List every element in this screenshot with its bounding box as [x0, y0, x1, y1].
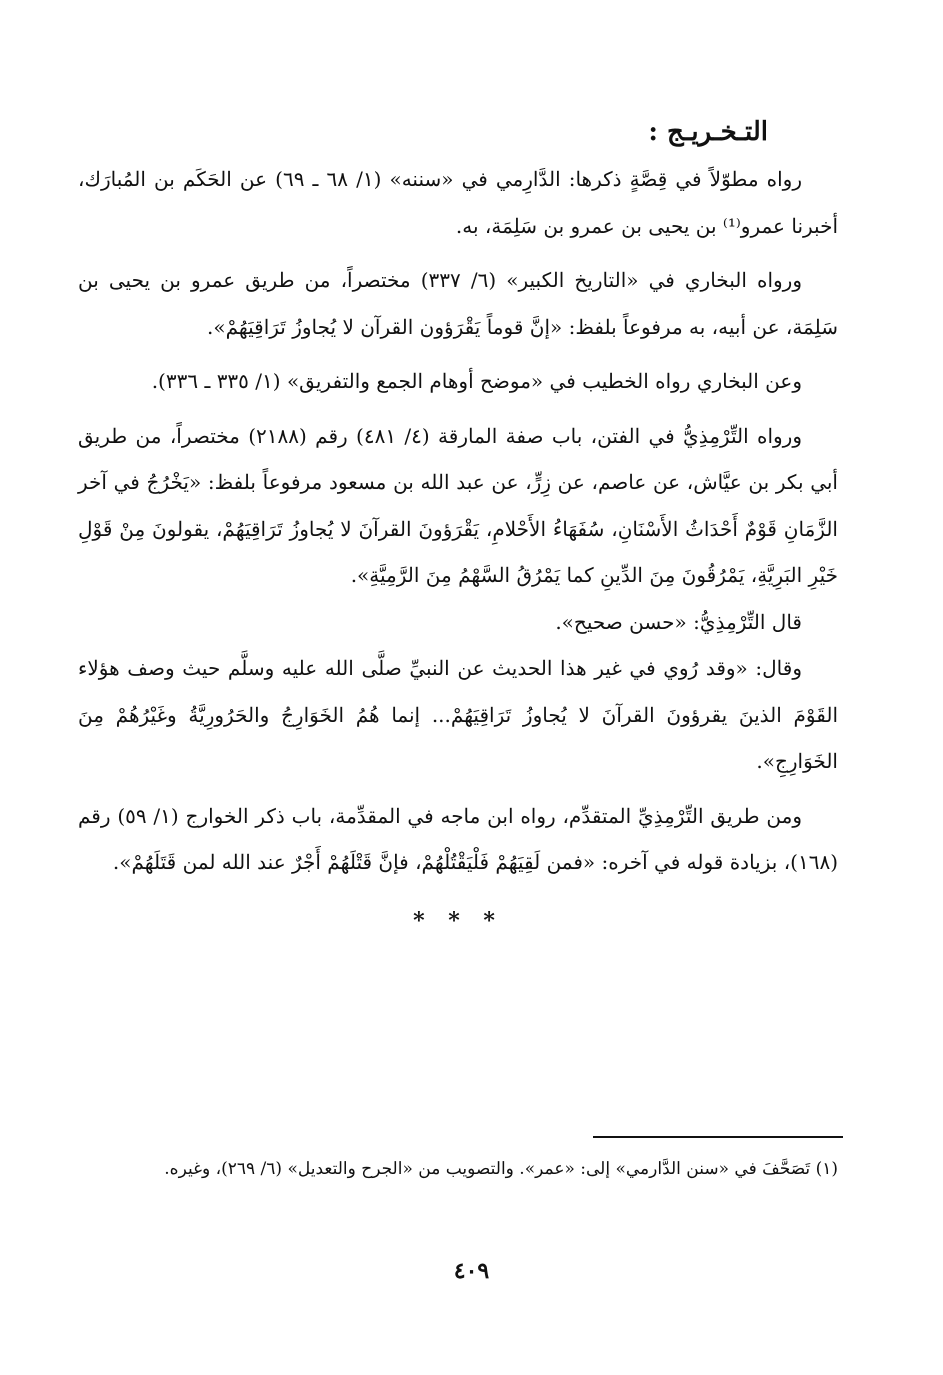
footnote-divider [593, 1136, 843, 1138]
footnote: (١) تَصَحَّفَ في «سنن الدَّارمي» إلى: «عمر». والتصويب من «الجرح والتعديل» (٦/ ٢٦٩)، وغيره. [164, 1159, 838, 1179]
paragraph-tirmidhi-grading: قال التِّرْمِذِيُّ: «حسن صحيح». [555, 609, 802, 634]
paragraph-darimi: رواه مطوّلاً في قِصَّةٍ ذكرها: الدَّارِمي في «سننه» (١/ ٦٨ ـ ٦٩) عن الحَكَم بن المُبارَك، أخبرنا عمرو⁽¹⁾ بن يحيى بن عمرو بن سَلِمَة، به. [78, 167, 838, 238]
page-body [78, 108, 838, 954]
paragraph-tirmidhi-comment: وقال: «وقد رُوي في غير هذا الحديث عن النبيِّ صلَّى الله عليه وسلَّم حيث وصف هؤلاء القَوْمَ الذينَ يقرؤونَ القرآنَ لا يُجاوزُ تَرَاقِيَهُمْ... إنما هُمُ الخَوَارِجُ والحَرُورِيَّةُ وغَيْرُهُمْ مِنَ الخَوَارِجِ». [78, 656, 838, 773]
paragraph-bukhari: ورواه البخاري في «التاريخ الكبير» (٦/ ٣٣٧) مختصراً، من طريق عمرو بن يحيى بن سَلِمَة، عن أبيه، به مرفوعاً بلفظ: «إنَّ قوماً يَقْرَؤون القرآن لا يُجاوزُ تَرَاقِيَهُمْ». [78, 268, 838, 339]
page-number: ٤٠٩ [453, 1258, 490, 1284]
paragraph-ibn-majah: ومن طريق التِّرْمِذِيِّ المتقدِّم، رواه ابن ماجه في المقدِّمة، باب ذكر الخوارج (١/ ٥٩) رقم (١٦٨)، بزيادة قوله في آخره: «فمن لَقِيَهُمْ فَلْيَقْتُلْهُمْ، فإنَّ قَتْلَهُمْ أَجْرٌ عند الله لمن قَتَلَهُمْ». [78, 803, 838, 874]
paragraph-tirmidhi: ورواه التِّرْمِذِيُّ في الفتن، باب صفة المارقة (٤/ ٤٨١) رقم (٢١٨٨) مختصراً، من طريق أبي بكر بن عيَّاش، عن عاصم، عن زِرٍّ، عن عبد الله بن مسعود مرفوعاً بلفظ: «يَخْرُجُ في آخر الزَّمَانِ قَوْمٌ أَحْدَاثُ الأَسْنَانِ، سُفَهَاءُ الأَحْلامِ، يَقْرَؤونَ القرآنَ لا يُجاوزُ تَرَاقِيَهُمْ، يقولونَ مِنْ قَوْلِ خَيْرِ البَرِيَّةِ، يَمْرُقُونَ مِنَ الدِّينِ كما يَمْرُقُ السَّهْمُ مِنَ الرَّمِيَّةِ». [78, 423, 838, 587]
section-separator: * * * [413, 907, 503, 934]
section-heading: التـخـريـج : [648, 117, 768, 147]
paragraph-khatib: وعن البخاري رواه الخطيب في «موضح أوهام الجمع والتفريق» (١/ ٣٣٥ ـ ٣٣٦). [151, 369, 802, 393]
